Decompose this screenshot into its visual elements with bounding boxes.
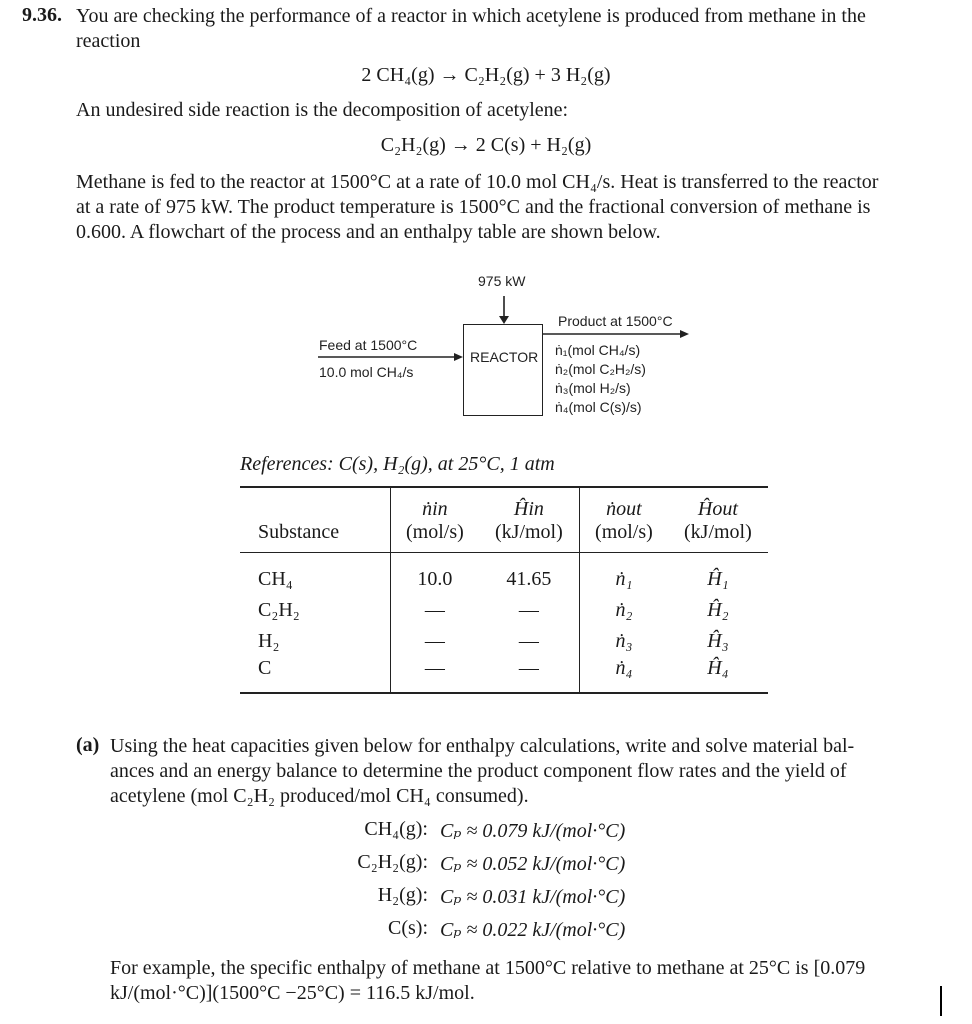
main-reaction: 2 CH₄(g) → C₂H₂(g) + 3 H₂(g) xyxy=(361,64,611,86)
intro-line-2: reaction xyxy=(76,30,141,52)
table-row xyxy=(240,622,768,653)
part-a-line-2: ances and an energy balance to determine the product component flow rates and the yield of xyxy=(110,760,847,782)
header-h-out: Ĥout xyxy=(697,498,738,520)
feed-rate: 10.0 mol CH₄/s xyxy=(319,364,414,380)
side-reaction: C₂H₂(g) → 2 C(s) + H₂(g) xyxy=(380,134,592,156)
problem-intro xyxy=(76,4,946,54)
header-substance: Substance xyxy=(258,521,340,543)
product-stream-4: ṅ₄(mol C(s)/s) xyxy=(555,399,642,415)
header-n-out-unit: (mol/s) xyxy=(580,521,668,553)
side-reaction-text: An undesired side reaction is the decomposition of acetylene: xyxy=(76,99,569,121)
feed-arrow-head xyxy=(454,353,463,361)
cell-n-in: — xyxy=(391,622,479,653)
cell-n-out: ṅ₂ xyxy=(580,591,668,622)
reactor-box xyxy=(463,324,543,416)
product-stream-1: ṅ₁(mol CH₄/s) xyxy=(555,342,641,358)
product-streams xyxy=(555,341,646,417)
cell-h-out: Ĥ₃ xyxy=(707,629,729,652)
cp-value: Cₚ ≈ 0.022 kJ/(mol·°C) xyxy=(440,919,626,941)
cp-species: H₂(g): xyxy=(377,884,428,906)
header-h-out-unit: (kJ/mol) xyxy=(684,521,752,543)
problem-description xyxy=(76,170,946,245)
cell-h-in: — xyxy=(518,629,539,652)
cell-n-in: — xyxy=(391,653,479,693)
table-references: References: C(s), H₂(g), at 25°C, 1 atm xyxy=(240,453,555,475)
part-a-text xyxy=(110,734,950,809)
intro-line-1: You are checking the performance of a reactor in which acetylene is produced from methane in the xyxy=(76,5,866,27)
cell-h-out: Ĥ₂ xyxy=(707,598,729,621)
desc-line-3: 0.600. A flowchart of the process and an enthalpy table are shown below. xyxy=(76,221,661,243)
enthalpy-table xyxy=(240,486,768,694)
table-row xyxy=(240,653,768,693)
product-stream-2: ṅ₂(mol C₂H₂/s) xyxy=(555,361,646,377)
cell-h-out: Ĥ₁ xyxy=(707,567,729,590)
header-h-in-unit: (kJ/mol) xyxy=(495,521,563,543)
desc-line-2: at a rate of 975 kW. The product temperature is 1500°C and the fractional conversion of methane is xyxy=(76,196,871,218)
desc-line-1: Methane is fed to the reactor at 1500°C at a rate of 10.0 mol CH₄/s. Heat is transferred to the reactor xyxy=(76,171,879,193)
cp-species: CH₄(g): xyxy=(364,818,428,840)
reactor-label: REACTOR xyxy=(470,349,539,365)
cell-h-in: 41.65 xyxy=(506,567,552,590)
example-line-1: For example, the specific enthalpy of methane at 1500°C relative to methane at 25°C is [0.079 xyxy=(110,957,866,979)
example-line-2: kJ/(mol·°C)](1500°C −25°C) = 116.5 kJ/mol. xyxy=(110,982,475,1004)
feed-label: Feed at 1500°C xyxy=(319,337,418,353)
cp-value: Cₚ ≈ 0.031 kJ/(mol·°C) xyxy=(440,886,626,908)
cell-h-in: — xyxy=(518,598,539,621)
example-text xyxy=(110,956,950,1006)
header-h-in: Ĥin xyxy=(513,498,544,520)
cell-substance: C₂H₂ xyxy=(258,598,300,621)
table-header-row-1 xyxy=(240,487,768,521)
cell-substance: H₂ xyxy=(258,629,280,652)
cell-substance: CH₄ xyxy=(258,567,293,590)
part-a-line-3: acetylene (mol C₂H₂ produced/mol CH₄ consumed). xyxy=(110,785,529,807)
table-header-row-2 xyxy=(240,521,768,553)
heat-arrow-head xyxy=(499,316,509,324)
table-row xyxy=(240,553,768,591)
table-row xyxy=(240,591,768,622)
cell-n-in: — xyxy=(391,591,479,622)
problem-number: 9.36. xyxy=(22,4,62,26)
part-a-label: (a) xyxy=(76,734,100,756)
cp-species: C₂H₂(g): xyxy=(357,851,428,873)
cell-n-out: ṅ₁ xyxy=(580,553,668,591)
cp-species: C(s): xyxy=(388,917,428,939)
cp-value: Cₚ ≈ 0.052 kJ/(mol·°C) xyxy=(440,853,626,875)
product-label: Product at 1500°C xyxy=(558,313,673,329)
text-cursor xyxy=(940,986,942,1016)
cell-h-in: — xyxy=(518,656,539,679)
product-stream-3: ṅ₃(mol H₂/s) xyxy=(555,380,631,396)
product-arrow-head xyxy=(680,330,689,338)
cp-value: Cₚ ≈ 0.079 kJ/(mol·°C) xyxy=(440,820,626,842)
header-n-out: ṅout xyxy=(580,487,668,521)
cell-n-out: ṅ₃ xyxy=(580,622,668,653)
cell-h-out: Ĥ₄ xyxy=(707,656,729,679)
cell-substance: C xyxy=(258,656,272,679)
part-a-line-1: Using the heat capacities given below for enthalpy calculations, write and solve material bal- xyxy=(110,735,855,757)
header-n-in-unit: (mol/s) xyxy=(391,521,479,553)
cell-n-in: 10.0 xyxy=(391,553,479,591)
heat-input-label: 975 kW xyxy=(478,273,526,289)
cell-n-out: ṅ₄ xyxy=(580,653,668,693)
header-n-in: ṅin xyxy=(391,487,479,521)
